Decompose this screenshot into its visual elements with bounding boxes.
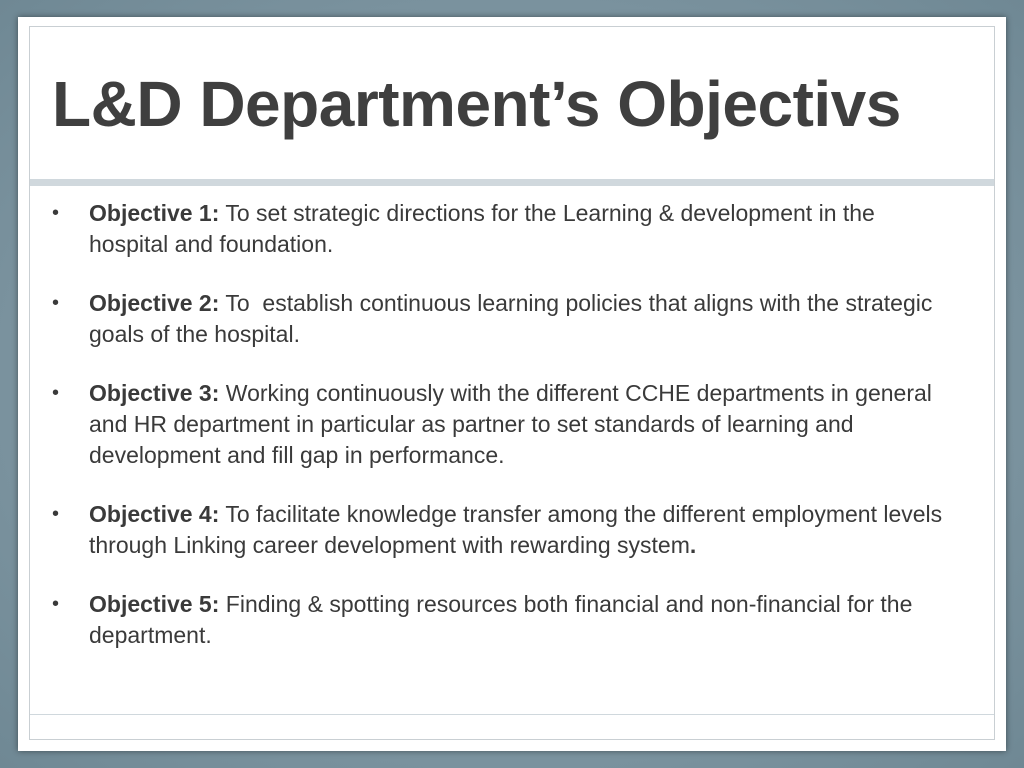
slide: [18, 17, 1006, 751]
objective-item-5: [48, 589, 960, 651]
bullet-icon: •: [52, 503, 60, 525]
title-area: [30, 27, 994, 179]
objective-item-1: [48, 198, 960, 260]
bullet-icon: •: [52, 292, 60, 314]
slide-title: L&D Department’s Objectivs: [52, 68, 901, 140]
objectives-list: [48, 198, 960, 679]
objective-text: Working continuously with the different CCHE departments in general and HR department in particular as partner to set standards of learning and development and fill gap in performance.: [89, 380, 932, 468]
objective-text: To facilitate knowledge transfer among the different employment levels through Linking career development with rewarding system: [89, 501, 943, 558]
objective-item-2: [48, 288, 960, 350]
objective-text: To set strategic directions for the Learning & development in the hospital and foundation.: [89, 200, 875, 257]
title-divider: [30, 179, 994, 186]
bullet-icon: •: [52, 202, 60, 224]
objective-label: Objective 1:: [89, 200, 220, 226]
objective-text: To establish continuous learning policies that aligns with the strategic goals of the hospital.: [89, 290, 939, 347]
objective-label: Objective 5:: [89, 591, 220, 617]
objective-text-end: .: [689, 532, 697, 558]
bullet-icon: •: [52, 593, 60, 615]
objective-text: Finding & spotting resources both financial and non-financial for the department.: [89, 591, 913, 648]
objective-item-3: [48, 378, 960, 471]
bullet-icon: •: [52, 382, 60, 404]
objective-label: Objective 2:: [89, 290, 220, 316]
bottom-divider: [30, 714, 994, 715]
objective-label: Objective 4:: [89, 501, 220, 527]
objective-label: Objective 3:: [89, 380, 220, 406]
objective-item-4: [48, 499, 960, 561]
